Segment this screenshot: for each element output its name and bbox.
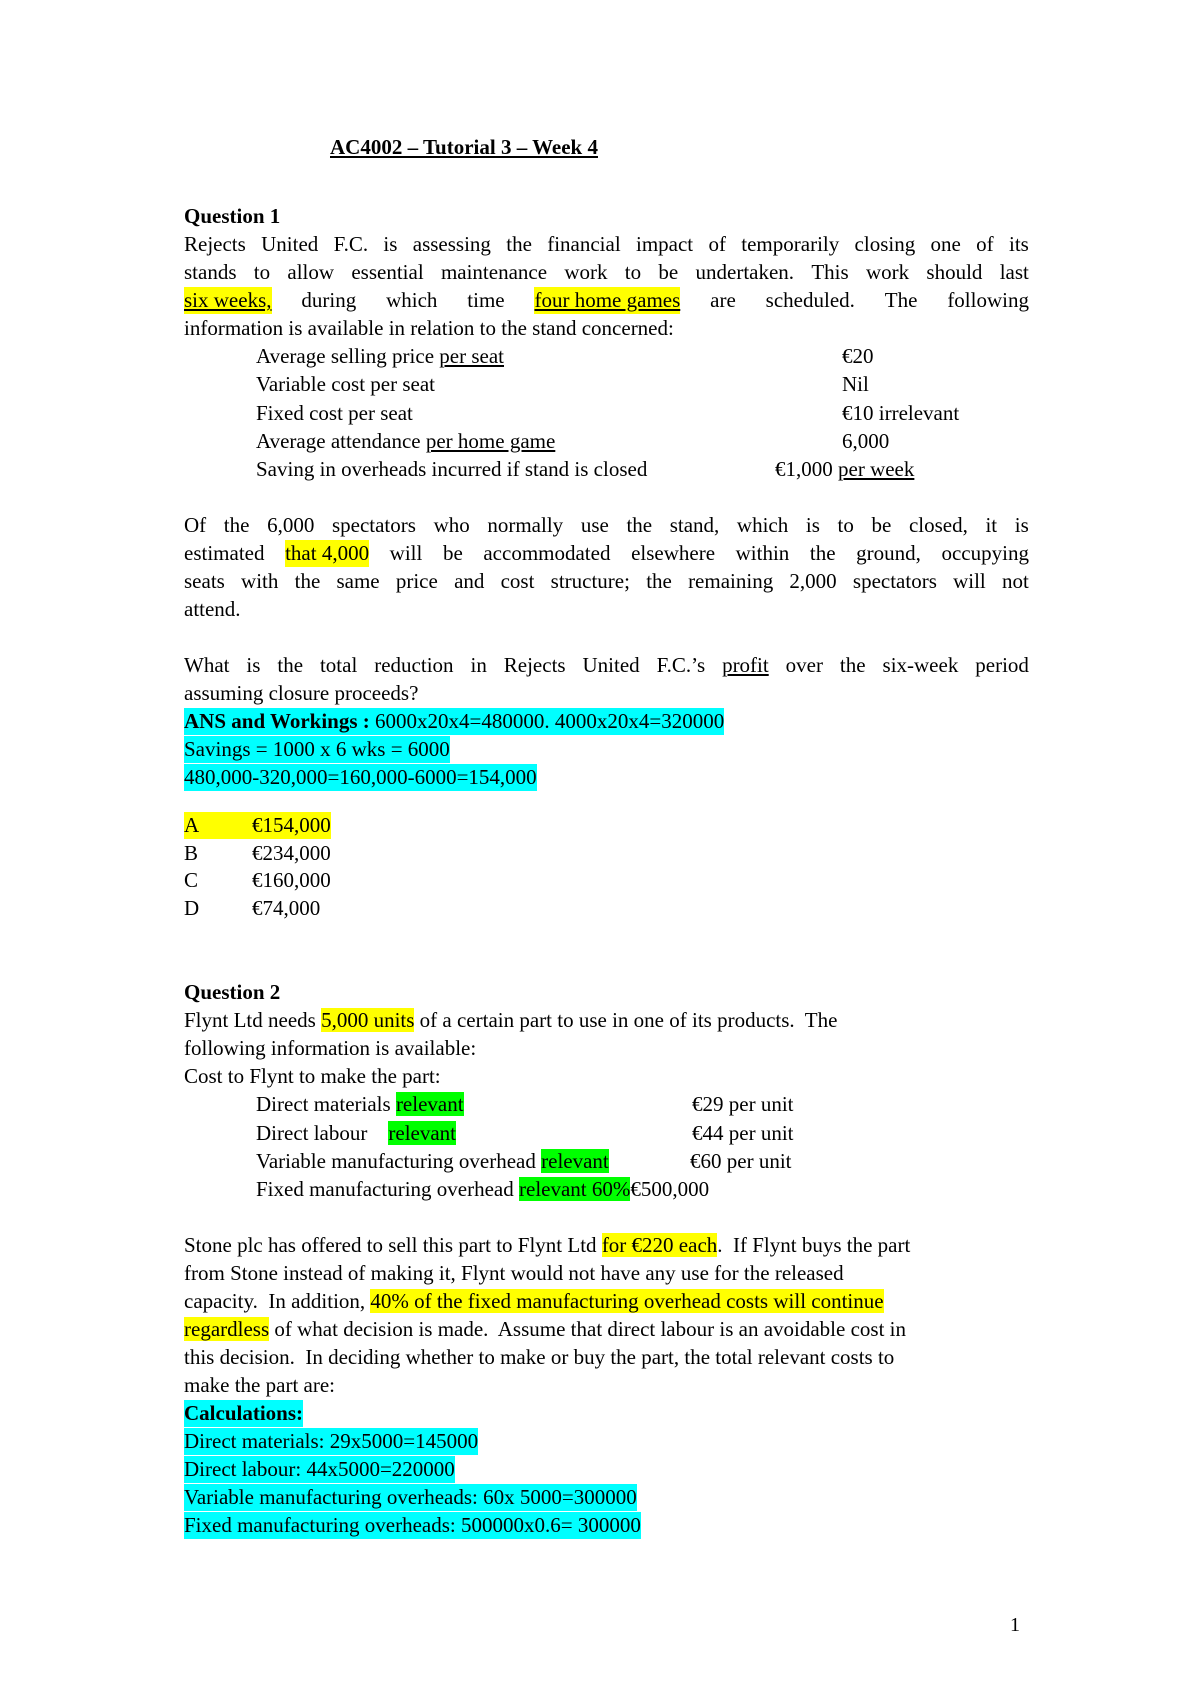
highlight-5000-units: 5,000 units (321, 1008, 415, 1032)
q2-calc-materials: Direct materials: 29x5000=145000 (184, 1429, 479, 1453)
highlight-six-weeks: six weeks, (184, 288, 272, 312)
q1-table-row-saving: Saving in overheads incurred if stand is closed (256, 457, 648, 481)
highlight-four-home-games: four home games (534, 288, 681, 312)
q2-para-line4: regardless of what decision is made. Assume that direct labour is an avoidable cost in (184, 1317, 906, 1341)
highlight-for-220-each: for €220 each (601, 1233, 718, 1257)
q1-table-value-saving: €1,000 per week (775, 457, 915, 481)
q1-para2-line2: estimated that 4,000 will be accommodated elsewhere within the ground, occupying (184, 541, 1029, 565)
q1-option-a: A €154,000 (184, 813, 331, 837)
q1-table-value-attendance: 6,000 (842, 429, 890, 453)
q1-para1-line3: six weeks, during which time four home games are scheduled. The following (184, 288, 1029, 312)
q2-para-line6: make the part are: (184, 1373, 335, 1397)
q1-table-row-price: Average selling price per seat (256, 344, 504, 368)
q2-table-value-variable: €60 per unit (690, 1149, 792, 1173)
q1-table-value-variable: Nil (842, 372, 869, 396)
q1-table-row-variable: Variable cost per seat (256, 372, 436, 396)
q2-line3: Cost to Flynt to make the part: (184, 1064, 441, 1088)
q1-answer-line3: 480,000-320,000=160,000-6000=154,000 (184, 765, 537, 789)
q2-table-row-materials: Direct materials relevant (256, 1092, 464, 1116)
q1-answer-line2: Savings = 1000 x 6 wks = 6000 (184, 737, 450, 761)
q1-answer-line1: ANS and Workings : 6000x20x4=480000. 4000x20x4=320000 (184, 709, 725, 733)
q2-line1: Flynt Ltd needs 5,000 units of a certain part to use in one of its products. The (184, 1008, 838, 1032)
q2-para-line3: capacity. In addition, 40% of the fixed manufacturing overhead costs will continue (184, 1289, 884, 1313)
q1-para1-line2: stands to allow essential maintenance work to be undertaken. This work should last (184, 260, 1029, 284)
q2-para-line2: from Stone instead of making it, Flynt would not have any use for the released (184, 1261, 844, 1285)
q1-para2-line3: seats with the same price and cost structure; the remaining 2,000 spectators will not (184, 569, 1029, 593)
q2-calculations-label: Calculations: (184, 1401, 304, 1425)
q1-table-value-fixed: €10 irrelevant (842, 401, 960, 425)
q1-option-b: B €234,000 (184, 841, 331, 865)
q2-table-row-variable: Variable manufacturing overhead relevant (256, 1149, 609, 1173)
q2-para-line1: Stone plc has offered to sell this part to Flynt Ltd for €220 each. If Flynt buys the part (184, 1233, 911, 1257)
q2-table-value-materials: €29 per unit (692, 1092, 794, 1116)
q1-para2-line1: Of the 6,000 spectators who normally use the stand, which is to be closed, it is (184, 513, 1029, 537)
q1-table-row-fixed: Fixed cost per seat (256, 401, 413, 425)
q1-table-row-attendance: Average attendance per home game (256, 429, 556, 453)
q2-table-row-labour: Direct labour relevant (256, 1121, 456, 1145)
highlight-that-4000: that 4,000 (285, 541, 370, 565)
q1-para2-line4: attend. (184, 597, 241, 621)
q2-heading: Question 2 (184, 980, 281, 1004)
q2-line2: following information is available: (184, 1036, 477, 1060)
highlight-40-percent: 40% of the fixed manufacturing overhead costs will continue (370, 1289, 884, 1313)
q2-table-value-labour: €44 per unit (692, 1121, 794, 1145)
q2-calc-variable: Variable manufacturing overheads: 60x 5000=300000 (184, 1485, 637, 1509)
q1-para1-line4: information is available in relation to the stand concerned: (184, 316, 674, 340)
q1-question-line1: What is the total reduction in Rejects United F.C.’s profit over the six-week period (184, 653, 1029, 677)
q2-para-line5: this decision. In deciding whether to make or buy the part, the total relevant costs to (184, 1345, 895, 1369)
q2-calc-labour: Direct labour: 44x5000=220000 (184, 1457, 455, 1481)
page-title: AC4002 – Tutorial 3 – Week 4 (330, 135, 598, 159)
q2-table-row-fixed: Fixed manufacturing overhead relevant 60%€500,000 (256, 1177, 710, 1201)
q1-option-d: D €74,000 (184, 896, 321, 920)
q1-question-line2: assuming closure proceeds? (184, 681, 419, 705)
q1-heading: Question 1 (184, 204, 281, 228)
q1-table-value-price: €20 (842, 344, 874, 368)
page-number: 1 (1010, 1614, 1020, 1636)
q1-para1-line1: Rejects United F.C. is assessing the financial impact of temporarily closing one of its (184, 232, 1029, 256)
q2-calc-fixed: Fixed manufacturing overheads: 500000x0.6= 300000 (184, 1513, 641, 1537)
q1-option-c: C €160,000 (184, 868, 331, 892)
